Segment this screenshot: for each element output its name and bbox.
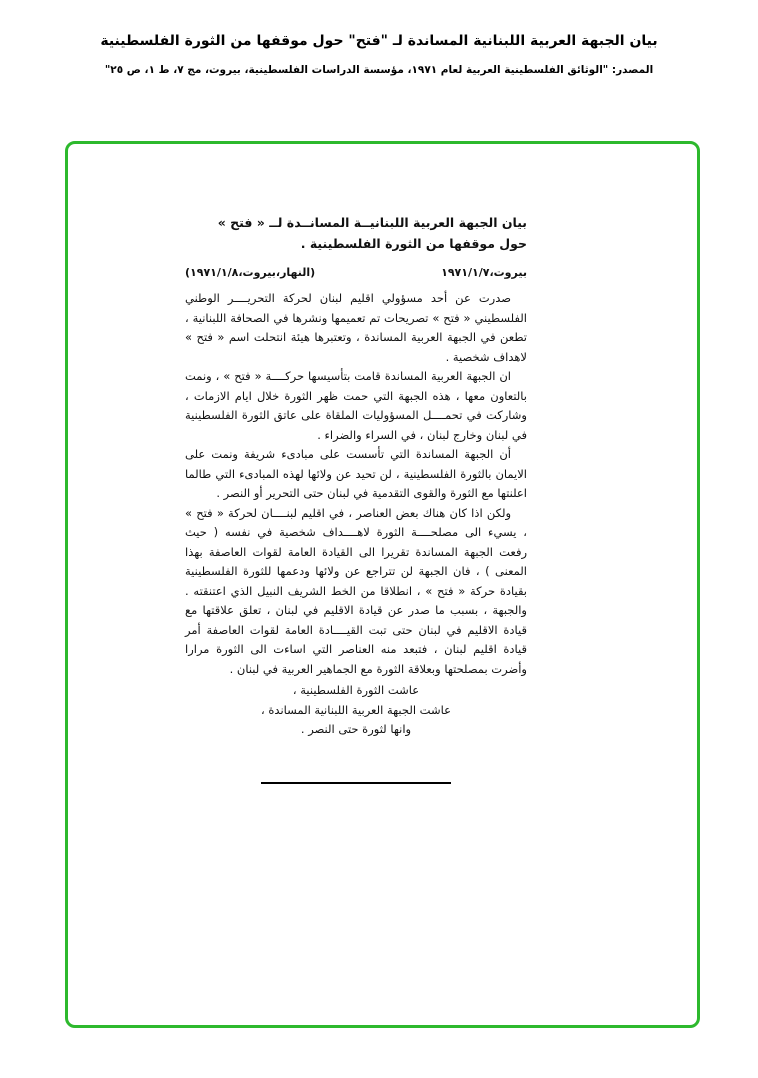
paragraph: ان الجبهة العربية المساندة قامت بتأسيسها حركــــة « فتح » ، ونمت بالتعاون معها ، هذه الجبهة التي حمت ظهر الثورة خلال ايام الازمات ، وشاركت في تحمــــل المسؤوليات الملقاة على عاتق الثورة الفلسطينية في لبنان وخارج لبنان ، في السراء والضراء . — [185, 369, 527, 442]
closing-line: عاشت الجبهة العربية اللبنانية المساندة ، — [261, 702, 451, 717]
page-title: بيان الجبهة العربية اللبنانية المساندة لـ "فتح" حول موقفها من الثورة الفلسطينية — [100, 33, 658, 49]
paragraph: ولكن اذا كان هناك بعض العناصر ، في اقليم لبنــــان لحركة « فتح » ، يسيء الى مصلحــــة الثورة لاهــــداف شخصية في نفسه ( حيث رفعت الجبهة المساندة تقريرا الى القيادة العامة لقوات العاصفة بهذا المعنى ) ، فان الجبهة لن تتراجع عن ولائها ودعمها للثورة الفلسطينية بقيادة حركة « فتح » ، انطلاقا من الخط الشريف النبيل الذي اعتنقته . والجبهة ، بسبب ما صدر عن قيادة الاقليم في لبنان ، تعلق علاقتها مع قيادة الاقليم في لبنان حتى تبت القيــــادة العامة لقوات العاصفة أمر قيادة اقليم لبنان ، فتبعد منه العناصر التي اساءت الى الثورة مرارا وأضرت بمصلحتها وبعلاقة الثورة مع الجماهير العربية في لبنان . — [185, 505, 527, 676]
source-line: المصدر: "الوثائق الفلسطينية العربية لعام ١٩٧١، مؤسسة الدراسات الفلسطينية، بيروت، مج ٧، ط ١، ص ٢٥" — [104, 64, 654, 76]
page-header — [0, 30, 758, 76]
document-frame — [65, 141, 700, 1028]
end-rule — [261, 782, 451, 784]
document-scan — [185, 212, 527, 784]
dateline — [185, 266, 527, 279]
paragraph: أن الجبهة المساندة التي تأسست على مبادىء شريفة ونمت على الايمان بالثورة الفلسطينية ، لن تحيد عن ولائها لهذه المبادىء التي طالما اعلنتها مع الثورة والقوى التقدمية في لبنان حتى التحرير أو النصر . — [185, 447, 527, 500]
document-title — [185, 212, 527, 254]
dateline-place-date: بيروت،١٩٧١/١/٧ — [441, 266, 527, 279]
closing-slogans — [185, 681, 527, 740]
document-body — [185, 289, 527, 679]
closing-line: وانها لثورة حتى النصر . — [300, 722, 412, 736]
closing-line: عاشت الثورة الفلسطينية ، — [292, 683, 420, 697]
document-title-line1: بيان الجبهة العربية اللبنانيــة المسانــدة لــ « فتح » — [217, 215, 527, 230]
document-title-line2: حول موقفها من الثورة الفلسطينية . — [300, 236, 527, 251]
paragraph: صدرت عن أحد مسؤولي اقليم لبنان لحركة التحريــــر الوطني الفلسطيني « فتح » تصريحات تم تعميمها ونشرها في الصحافة اللبنانية ، تطعن في الجبهة العربية المساندة ، وتعتبرها هيئة انتحلت اسم « فتح » لاهداف شخصية . — [185, 291, 527, 364]
dateline-newspaper-ref: (النهار،بيروت،١٩٧١/١/٨) — [185, 266, 316, 279]
